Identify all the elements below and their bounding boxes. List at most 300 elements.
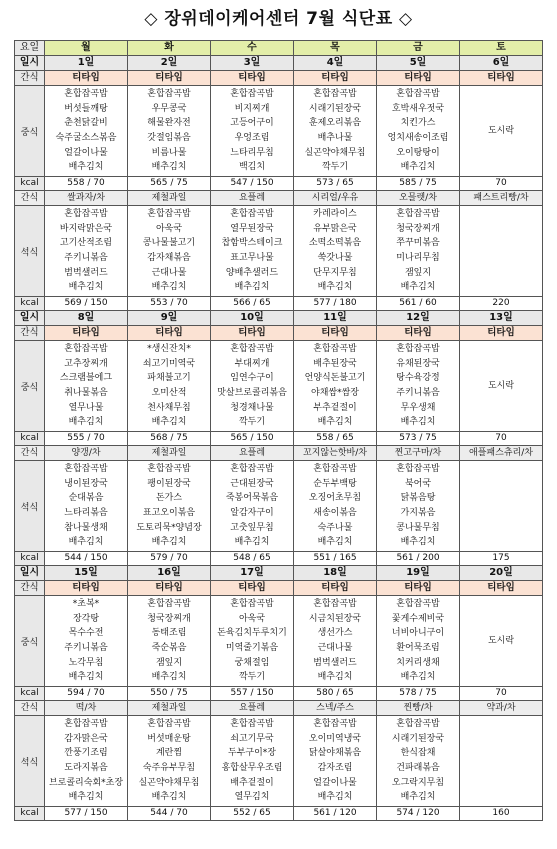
lunch-label: 중식	[15, 86, 45, 177]
menu-item: 근대나물	[151, 267, 187, 278]
menu-item: 배추김치	[400, 792, 436, 803]
lunch-cell	[211, 341, 294, 432]
menu-item: 혼합잡곡밥	[230, 88, 274, 99]
lunch-kcal-row	[15, 687, 543, 701]
snack1-label: 간식	[15, 326, 45, 341]
dinner-kcal-row	[15, 297, 543, 311]
menu-item: 도시락	[487, 635, 515, 646]
kcal-cell: 70	[460, 177, 543, 191]
menu-item: 맛살브로콜리볶음	[217, 388, 287, 398]
page-title: ◇ 장위데이케어센터 7월 식단표 ◇	[144, 9, 413, 29]
menu-item: 아욱국	[155, 223, 183, 234]
date-label: 일시	[15, 311, 45, 326]
menu-item: 동태조림	[151, 628, 187, 639]
kcal-cell: 561 / 60	[377, 297, 460, 311]
menu-item: 건파래볶음	[396, 763, 440, 773]
menu-item: 주키니볶음	[396, 388, 440, 398]
snack2-cell: 찐고구마/차	[377, 446, 460, 461]
menu-item: 배추김치	[68, 162, 104, 173]
snack1-cell: 티타임	[45, 71, 128, 86]
menu-item: 숙주굴소스볶음	[55, 133, 117, 143]
kcal-cell: 551 / 165	[294, 552, 377, 566]
kcal-cell: 574 / 120	[377, 807, 460, 821]
snack1-cell: 티타임	[294, 71, 377, 86]
lunch-cell	[45, 341, 128, 432]
menu-item: 오미산적	[151, 388, 187, 398]
snack2-label: 간식	[15, 701, 45, 716]
menu-item: 표고오이볶음	[142, 508, 196, 518]
menu-item: 배추김치	[151, 672, 187, 683]
menu-item: 참나물생채	[64, 522, 108, 533]
lunch-label: 중식	[15, 596, 45, 687]
menu-table	[14, 40, 543, 821]
date-cell: 13일	[460, 311, 543, 326]
menu-item: 야채쌈*쌈장	[311, 388, 359, 398]
menu-item: 혼합잡곡밥	[396, 343, 440, 354]
menu-item: 우무콩국	[151, 103, 187, 114]
menu-item: 돈가스	[155, 493, 183, 504]
date-cell: 19일	[377, 566, 460, 581]
kcal-cell: 555 / 70	[45, 432, 128, 446]
menu-item: 콩나물불고기	[142, 238, 196, 249]
menu-item: 숙주나물	[317, 522, 353, 533]
menu-item: 혼합잡곡밥	[396, 718, 440, 729]
date-cell: 11일	[294, 311, 377, 326]
menu-item: 배추김치	[68, 792, 104, 803]
snack2-cell: 스넥/주스	[294, 701, 377, 716]
menu-item: 비지찌개	[234, 103, 270, 114]
menu-item: 혼합잡곡밥	[64, 88, 108, 99]
snack2-cell: 쌀과자/차	[45, 191, 128, 206]
dinner-cell	[460, 461, 543, 552]
menu-item: 열무나물	[68, 402, 104, 413]
menu-item: *초복*	[72, 598, 100, 609]
menu-item: 노각무침	[68, 657, 104, 668]
date-row	[15, 56, 543, 71]
dinner-kcal-row	[15, 807, 543, 821]
kcal-cell: 569 / 150	[45, 297, 128, 311]
menu-item: 바지락맑은국	[59, 223, 113, 234]
kcal-label: kcal	[15, 177, 45, 191]
menu-item: 배추김치	[317, 282, 353, 293]
snack2-row	[15, 191, 543, 206]
kcal-cell: 553 / 70	[128, 297, 211, 311]
menu-item: 순두부백탕	[313, 478, 357, 489]
menu-item: 혼합잡곡밥	[396, 88, 440, 99]
dinner-cell	[128, 461, 211, 552]
menu-item: 감자맑은국	[64, 733, 108, 744]
menu-item: 배추김치	[317, 537, 353, 548]
menu-item: 배추김치	[234, 537, 270, 548]
lunch-kcal-row	[15, 177, 543, 191]
menu-item: 꽃게수제비국	[391, 613, 445, 624]
menu-item: 쇠고기미역국	[142, 358, 196, 369]
menu-item: 순대볶음	[68, 493, 104, 504]
menu-item: 배추김치	[317, 672, 353, 683]
menu-item: 도시락	[487, 125, 515, 136]
kcal-cell: 558 / 65	[294, 432, 377, 446]
date-cell: 20일	[460, 566, 543, 581]
snack2-cell: 떡/차	[45, 701, 128, 716]
lunch-cell	[377, 86, 460, 177]
menu-item: 양배추샐러드	[225, 267, 279, 278]
lunch-cell	[211, 596, 294, 687]
menu-item: 청국장찌개	[147, 613, 191, 624]
menu-item: 혼합잡곡밥	[147, 718, 191, 729]
lunch-cell	[294, 341, 377, 432]
menu-item: 얼갈이나물	[64, 147, 108, 158]
menu-item: 오이미역냉국	[308, 733, 362, 744]
kcal-label: kcal	[15, 432, 45, 446]
weekday-cell: 화	[128, 41, 211, 56]
snack1-row	[15, 581, 543, 596]
menu-item: 탕수육강정	[396, 373, 440, 384]
lunch-cell	[377, 596, 460, 687]
menu-item: 배추김치	[234, 282, 270, 293]
menu-item: 배추김치	[317, 792, 353, 803]
snack1-row	[15, 326, 543, 341]
kcal-cell: 220	[460, 297, 543, 311]
snack2-label: 간식	[15, 446, 45, 461]
menu-item: 혼합잡곡밥	[147, 598, 191, 609]
lunch-cell	[128, 341, 211, 432]
kcal-cell: 548 / 65	[211, 552, 294, 566]
menu-item: 언양식돈불고기	[304, 373, 366, 384]
date-cell: 2일	[128, 56, 211, 71]
menu-item: 열무김치	[234, 792, 270, 803]
menu-item: 혼합잡곡밥	[230, 463, 274, 474]
menu-item: 열무된장국	[230, 223, 274, 234]
snack2-cell: 요플레	[211, 191, 294, 206]
dinner-cell	[45, 461, 128, 552]
kcal-cell: 558 / 70	[45, 177, 128, 191]
lunch-cell	[294, 596, 377, 687]
kcal-label: kcal	[15, 807, 45, 821]
kcal-cell: 70	[460, 432, 543, 446]
menu-item: 고춧잎무침	[230, 522, 274, 533]
dinner-cell	[128, 716, 211, 807]
menu-item: 춘천닭갈비	[64, 118, 108, 129]
date-cell: 12일	[377, 311, 460, 326]
menu-item: 배추겉절이	[230, 777, 274, 788]
date-row	[15, 566, 543, 581]
snack1-cell: 티타임	[45, 326, 128, 341]
menu-item: 범벅샐러드	[313, 657, 357, 668]
date-cell: 17일	[211, 566, 294, 581]
snack1-cell: 티타임	[460, 71, 543, 86]
menu-item: *생신잔치*	[147, 343, 191, 354]
snack2-cell: 약과/차	[460, 701, 543, 716]
snack1-label: 간식	[15, 71, 45, 86]
menu-item: 환어묵조림	[396, 643, 440, 653]
menu-item: 도시락	[487, 380, 515, 391]
menu-item: 깐풍기조림	[64, 748, 108, 759]
menu-item: 갓절임볶음	[147, 133, 191, 143]
snack1-cell: 티타임	[377, 71, 460, 86]
snack1-cell: 티타임	[377, 581, 460, 596]
dinner-cell	[45, 206, 128, 297]
dinner-kcal-row	[15, 552, 543, 566]
menu-item: 혼합잡곡밥	[313, 88, 357, 99]
menu-item: 가지볶음	[400, 508, 436, 518]
weekday-cell: 금	[377, 41, 460, 56]
menu-item: 혼합잡곡밥	[230, 598, 274, 609]
date-cell: 4일	[294, 56, 377, 71]
snack1-cell: 티타임	[377, 326, 460, 341]
menu-item: 임연수구이	[230, 373, 274, 384]
menu-item: 돈육김치두루치기	[217, 628, 287, 639]
snack2-cell: 요플레	[211, 701, 294, 716]
dinner-cell	[211, 461, 294, 552]
dinner-cell	[294, 716, 377, 807]
menu-item: 주키니볶음	[64, 253, 108, 263]
menu-item: 깍두기	[238, 417, 266, 428]
menu-item: 혼합잡곡밥	[313, 598, 357, 609]
kcal-cell: 577 / 150	[45, 807, 128, 821]
kcal-cell: 70	[460, 687, 543, 701]
menu-item: 배추김치	[317, 417, 353, 428]
menu-item: 미나리무침	[396, 253, 440, 263]
kcal-cell: 552 / 65	[211, 807, 294, 821]
lunch-row	[15, 86, 543, 177]
menu-item: 버섯들깨탕	[64, 103, 108, 114]
menu-item: 팽이된장국	[147, 478, 191, 489]
menu-item: 배추김치	[400, 162, 436, 173]
dinner-row	[15, 206, 543, 297]
menu-item: 느타리볶음	[64, 508, 108, 518]
menu-item: 배추김치	[400, 282, 436, 293]
lunch-kcal-row	[15, 432, 543, 446]
kcal-cell: 565 / 75	[128, 177, 211, 191]
lunch-label: 중식	[15, 341, 45, 432]
dinner-label: 석식	[15, 716, 45, 807]
kcal-cell: 550 / 75	[128, 687, 211, 701]
snack2-cell: 찐빵/차	[377, 701, 460, 716]
menu-item: 찹함박스테이크	[221, 238, 283, 249]
menu-item: 배추김치	[400, 672, 436, 683]
date-cell: 16일	[128, 566, 211, 581]
menu-item: 천사채무침	[147, 402, 191, 413]
snack1-cell: 티타임	[294, 326, 377, 341]
snack1-cell: 티타임	[294, 581, 377, 596]
menu-item: 근대나물	[317, 643, 353, 653]
snack1-row	[15, 71, 543, 86]
menu-item: 혼합잡곡밥	[147, 88, 191, 99]
snack2-cell: 제철과일	[128, 701, 211, 716]
snack2-row	[15, 446, 543, 461]
menu-item: 시래기된장국	[308, 103, 362, 114]
date-row	[15, 311, 543, 326]
menu-item: 죽봉어묵볶음	[225, 493, 279, 504]
menu-item: 미역줄기볶음	[225, 643, 279, 653]
menu-item: 시래기된장국	[391, 733, 445, 744]
menu-item: 치킨가스	[400, 118, 436, 129]
menu-item: 배추김치	[68, 672, 104, 683]
menu-item: 주키니볶음	[64, 643, 108, 653]
kcal-cell: 561 / 200	[377, 552, 460, 566]
menu-item: 혼합잡곡밥	[64, 718, 108, 729]
menu-item: 백김치	[238, 162, 266, 173]
kcal-label: kcal	[15, 552, 45, 566]
menu-item: 유채된장국	[396, 358, 440, 369]
lunch-cell	[211, 86, 294, 177]
kcal-cell: 160	[460, 807, 543, 821]
dinner-cell	[294, 206, 377, 297]
kcal-cell: 585 / 75	[377, 177, 460, 191]
menu-item: 배추김치	[68, 417, 104, 428]
menu-item: 쇠고기무국	[230, 733, 274, 744]
weekday-label: 요일	[15, 41, 45, 56]
menu-item: 닭볶음탕	[400, 493, 436, 504]
menu-item: 두부구이*장	[228, 748, 276, 759]
lunch-cell	[460, 341, 543, 432]
menu-item: 혼합잡곡밥	[230, 343, 274, 354]
menu-item: 배추김치	[151, 417, 187, 428]
dinner-label: 석식	[15, 461, 45, 552]
snack2-cell: 양갱/차	[45, 446, 128, 461]
snack2-cell: 패스트리빵/차	[460, 191, 543, 206]
dinner-cell	[211, 206, 294, 297]
menu-item: 배추김치	[151, 537, 187, 548]
date-cell: 5일	[377, 56, 460, 71]
menu-item: 한식잡채	[400, 748, 436, 759]
menu-item: 고추장찌개	[64, 358, 108, 369]
menu-item: 버섯매운탕	[147, 733, 191, 744]
snack1-cell: 티타임	[45, 581, 128, 596]
menu-item: 엉치새송이조림	[387, 133, 449, 143]
menu-item: 혼합잡곡밥	[230, 718, 274, 729]
menu-item: 스크램블에그	[59, 373, 113, 384]
lunch-row	[15, 341, 543, 432]
menu-item: 치커리생채	[396, 657, 440, 668]
menu-item: 잼잎지	[155, 657, 183, 668]
menu-item: 쑥갓나물	[317, 253, 353, 263]
menu-item: 혼합잡곡밥	[147, 208, 191, 219]
lunch-cell	[128, 86, 211, 177]
snack2-cell: 오믈렛/차	[377, 191, 460, 206]
dinner-cell	[211, 716, 294, 807]
kcal-cell: 566 / 65	[211, 297, 294, 311]
menu-item: 호박새우젓국	[391, 103, 445, 114]
menu-item: 깍두기	[238, 672, 266, 683]
date-cell: 18일	[294, 566, 377, 581]
kcal-cell: 594 / 70	[45, 687, 128, 701]
menu-item: 혼합잡곡밥	[396, 208, 440, 219]
menu-item: 배추김치	[68, 282, 104, 293]
menu-item: 배추김치	[68, 537, 104, 548]
menu-item: 혼합잡곡밥	[64, 343, 108, 354]
lunch-cell	[45, 86, 128, 177]
menu-item: 감자조림	[317, 763, 353, 773]
menu-item: 도토리묵*양념장	[136, 522, 202, 533]
menu-item: 숙주유부무침	[142, 763, 196, 773]
date-cell: 1일	[45, 56, 128, 71]
lunch-cell	[294, 86, 377, 177]
dinner-row	[15, 716, 543, 807]
lunch-cell	[377, 341, 460, 432]
kcal-label: kcal	[15, 297, 45, 311]
kcal-cell: 578 / 75	[377, 687, 460, 701]
menu-item: 혼합잡곡밥	[396, 463, 440, 474]
menu-item: 해물완자전	[147, 118, 191, 129]
lunch-cell	[128, 596, 211, 687]
menu-item: 범벅샐러드	[64, 267, 108, 278]
menu-item: 배추나물	[317, 133, 353, 143]
menu-item: 잼잎지	[404, 267, 432, 278]
date-label: 일시	[15, 56, 45, 71]
dinner-cell	[377, 461, 460, 552]
menu-item: 유부맑은국	[313, 223, 357, 234]
weekday-cell: 수	[211, 41, 294, 56]
menu-item: 취나물볶음	[64, 388, 108, 398]
menu-item: 목수수전	[68, 628, 104, 639]
menu-item: 새송이볶음	[313, 508, 357, 518]
snack1-cell: 티타임	[128, 71, 211, 86]
date-cell: 15일	[45, 566, 128, 581]
kcal-cell: 547 / 150	[211, 177, 294, 191]
lunch-cell	[45, 596, 128, 687]
menu-item: 고등어구이	[230, 118, 274, 129]
menu-item: 계란찜	[155, 748, 183, 759]
menu-item: 콩나물무침	[396, 522, 440, 533]
menu-item: 근대된장국	[230, 478, 274, 489]
kcal-cell: 544 / 70	[128, 807, 211, 821]
snack2-cell: 꼬지않는핫바/차	[294, 446, 377, 461]
menu-item: 생선가스	[317, 628, 353, 639]
menu-item: 너비아니구이	[391, 628, 445, 639]
date-cell: 10일	[211, 311, 294, 326]
menu-item: 실곤약야채무침	[138, 777, 200, 788]
snack2-cell: 제철과일	[128, 191, 211, 206]
kcal-cell: 573 / 65	[294, 177, 377, 191]
menu-item: 브로콜리숙회*초장	[48, 777, 124, 788]
menu-item: 부대찌개	[234, 358, 270, 369]
kcal-cell: 175	[460, 552, 543, 566]
menu-item: 훈제오리볶음	[308, 118, 362, 129]
menu-item: 혼합잡곡밥	[313, 463, 357, 474]
kcal-cell: 573 / 75	[377, 432, 460, 446]
menu-item: 카레라이스	[313, 208, 357, 219]
menu-item: 배추김치	[400, 417, 436, 428]
dinner-cell	[460, 206, 543, 297]
snack1-cell: 티타임	[460, 581, 543, 596]
dinner-cell	[377, 206, 460, 297]
kcal-cell: 561 / 120	[294, 807, 377, 821]
menu-item: 죽순볶음	[151, 643, 187, 653]
dinner-cell	[45, 716, 128, 807]
menu-item: 배추김치	[151, 792, 187, 803]
weekday-cell: 목	[294, 41, 377, 56]
snack1-cell: 티타임	[460, 326, 543, 341]
kcal-label: kcal	[15, 687, 45, 701]
menu-item: 깍두기	[321, 162, 349, 173]
menu-item: 얼갈이나물	[313, 777, 357, 788]
snack1-cell: 티타임	[211, 326, 294, 341]
snack1-cell: 티타임	[211, 581, 294, 596]
menu-item: 혼합잡곡밥	[230, 208, 274, 219]
menu-item: 느타리무침	[230, 147, 274, 158]
dinner-cell	[294, 461, 377, 552]
weekday-cell: 토	[460, 41, 543, 56]
menu-item: 혼합잡곡밥	[147, 463, 191, 474]
snack1-cell: 티타임	[128, 326, 211, 341]
menu-item: 배추된장국	[313, 358, 357, 369]
date-cell: 6일	[460, 56, 543, 71]
weekday-cell: 월	[45, 41, 128, 56]
menu-item: 배추김치	[400, 537, 436, 548]
menu-item: 배추김치	[151, 162, 187, 173]
snack2-row	[15, 701, 543, 716]
